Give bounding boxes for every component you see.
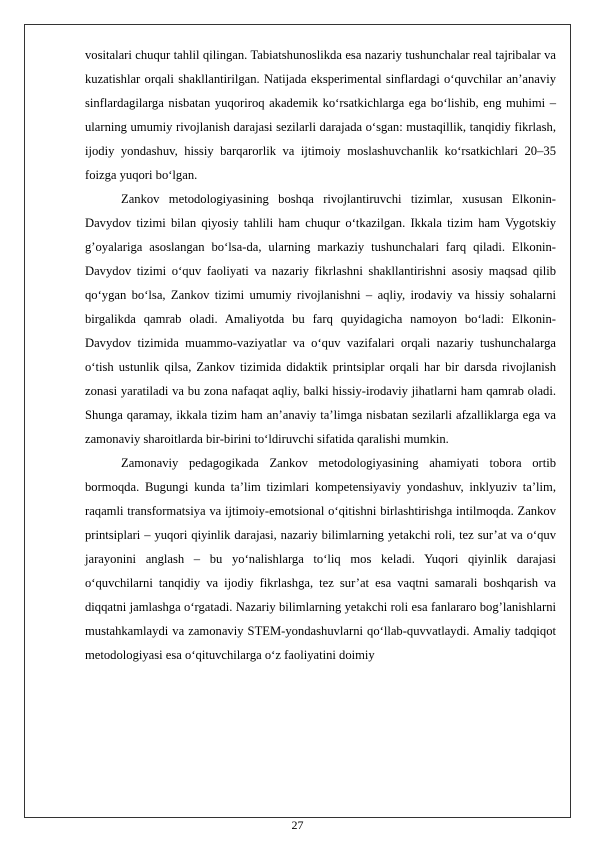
paragraph-2: Zankov metodologiyasining boshqa rivojlantiruvchi tizimlar, xususan Elkonin-Davydov tizimi bilan qiyosiy tahlili ham chuqur o‘tkazilgan. Ikkala tizim ham Vygotskiy g’oyalariga asoslangan bo‘lsa-da, ularning markaziy tushunchalari farq qiladi. Elkonin-Davydov tizimi o‘quv faoliyati va nazariy fikrlashni shakllantirishni asosiy maqsad qilib qo‘ygan bo‘lsa, Zankov tizimi umumiy rivojlanishni – aqliy, irodaviy va hissiy sohalarni birgalikda qamrab oladi. Amaliyotda bu farq quyidagicha namoyon bo‘ladi: Elkonin-Davydov tizimida muammo-vaziyatlar va o‘quv vazifalari orqali nazariy tushunchalarga o‘tish ustunlik qilsa, Zankov tizimida didaktik printsiplar orqali har bir darsda rivojlanish zonasi yaratiladi va bu zona nafaqat aqliy, balki hissiy-irodaviy jihatlarni ham qamrab oladi. Shunga qaramay, ikkala tizim ham an’anaviy ta’limga nisbatan sezilarli afzalliklarga ega va zamonaviy sharoitlarda bir-birini to‘ldiruvchi sifatida qaralishi mumkin. <box>85 192 556 446</box>
paragraph-1: vositalari chuqur tahlil qilingan. Tabiatshunoslikda esa nazariy tushunchalar real tajribalar va kuzatishlar orqali shakllantirilgan. Natijada eksperimental sinflardagi o‘quvchilar an’anaviy sinflardagilarga nisbatan yuqoriroq akademik ko‘rsatkichlarga ega bo‘lishib, eng muhimi – ularning umumiy rivojlanish darajasi sezilarli darajada o‘sgan: mustaqillik, tanqidiy fikrlash, ijodiy yondashuv, hissiy barqarorlik va ijtimoiy moslashuvchanlik ko‘rsatkichlari 20–35 foizga yuqori bo‘lgan. <box>85 48 556 182</box>
page-number: 27 <box>291 818 304 832</box>
paragraph-3: Zamonaviy pedagogikada Zankov metodologiyasining ahamiyati tobora ortib bormoqda. Bugungi kunda ta’lim tizimlari kompetensiyaviy yondashuv, inklyuziv ta’lim, raqamli transformatsiya va ijtimoiy-emotsional o‘qitishni birlashtirishga intilmoqda. Zankov printsiplari – yuqori qiyinlik darajasi, nazariy bilimlarning yetakchi roli, tez sur’at va o‘quv jarayonini anglash – bu yo‘nalishlarga to‘liq mos keladi. Yuqori qiyinlik darajasi o‘quvchilarni tanqidiy va ijodiy fikrlashga, tez sur’at esa vaqtni samarali boshqarish va diqqatni jamlashga o‘rgatadi. Nazariy bilimlarning yetakchi roli esa fanlararo bog’lanishlarni mustahkamlaydi va zamonaviy STEM-yondashuvlarni qo‘llab-quvvatlaydi. Amaliy tadqiqot metodologiyasi esa o‘qituvchilarga o‘z faoliyatini doimiy <box>85 456 556 662</box>
page-body <box>85 43 556 667</box>
